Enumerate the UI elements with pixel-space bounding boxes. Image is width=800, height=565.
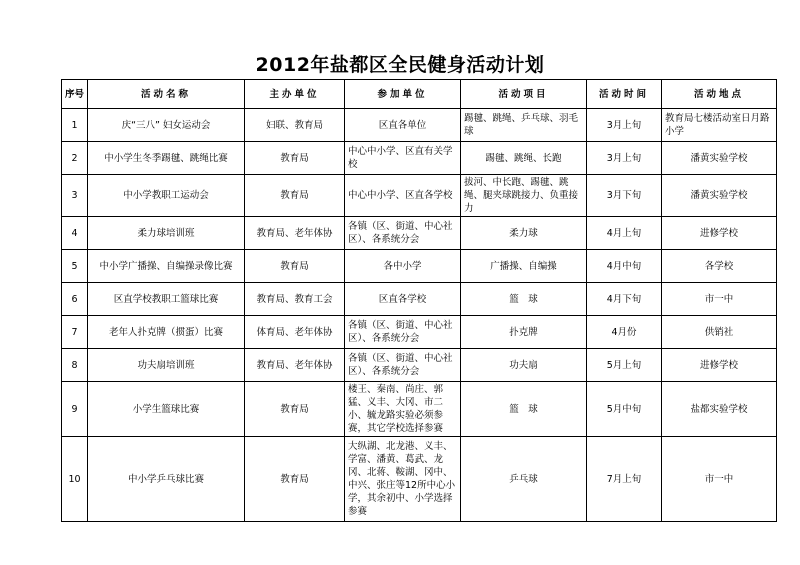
host-unit: 教育局	[245, 250, 345, 283]
table-row	[62, 349, 777, 382]
row-number: 4	[62, 217, 88, 250]
participant-units: 各镇（区、街道、中心社区）、各系统分会	[345, 217, 461, 250]
host-unit: 教育局	[245, 175, 345, 217]
participant-units: 区直各单位	[345, 109, 461, 142]
row-number: 10	[62, 437, 88, 522]
activity-time: 3月下旬	[587, 175, 662, 217]
row-number: 3	[62, 175, 88, 217]
activity-items: 柔力球	[461, 217, 587, 250]
activity-location: 供销社	[662, 316, 777, 349]
row-number: 5	[62, 250, 88, 283]
table-row	[62, 250, 777, 283]
row-number: 7	[62, 316, 88, 349]
host-unit: 教育局	[245, 437, 345, 522]
activity-plan-table	[61, 79, 777, 522]
participant-units: 各中小学	[345, 250, 461, 283]
activity-name: 中小学广播操、自编操录像比赛	[88, 250, 245, 283]
participant-units: 中心中小学、区直各学校	[345, 175, 461, 217]
table-row	[62, 283, 777, 316]
host-unit: 教育局、教育工会	[245, 283, 345, 316]
activity-time: 4月下旬	[587, 283, 662, 316]
header-time: 活动时间	[587, 80, 662, 109]
host-unit: 教育局	[245, 382, 345, 437]
activity-items: 广播操、自编操	[461, 250, 587, 283]
row-number: 6	[62, 283, 88, 316]
activity-time: 4月中旬	[587, 250, 662, 283]
activity-location: 盐都实验学校	[662, 382, 777, 437]
activity-name: 区直学校教职工篮球比赛	[88, 283, 245, 316]
activity-items: 拔河、中长跑、踢毽、跳绳、腿夹球跳接力、负重接力	[461, 175, 587, 217]
activity-name: 庆“三八” 妇女运动会	[88, 109, 245, 142]
activity-items: 功夫扇	[461, 349, 587, 382]
host-unit: 教育局	[245, 142, 345, 175]
activity-location: 潘黄实验学校	[662, 175, 777, 217]
host-unit: 体育局、老年体协	[245, 316, 345, 349]
activity-location: 市一中	[662, 283, 777, 316]
activity-items: 乒乓球	[461, 437, 587, 522]
table-row	[62, 142, 777, 175]
participant-units: 楼王、秦南、尚庄、郭猛、义丰、大冈、市二小、毓龙路实验必须参赛，其它学校选择参赛	[345, 382, 461, 437]
table-row	[62, 437, 777, 522]
activity-location: 市一中	[662, 437, 777, 522]
table-row	[62, 217, 777, 250]
table-row	[62, 316, 777, 349]
activity-items: 篮 球	[461, 382, 587, 437]
table-row	[62, 109, 777, 142]
activity-time: 4月份	[587, 316, 662, 349]
participant-units: 大纵湖、北龙港、义丰、学富、潘黄、葛武、龙冈、北蒋、鞍湖、冈中、中兴、张庄等12所中心小学，其余初中、小学选择参赛	[345, 437, 461, 522]
header-location: 活动地点	[662, 80, 777, 109]
host-unit: 妇联、教育局	[245, 109, 345, 142]
activity-location: 各学校	[662, 250, 777, 283]
activity-location: 进修学校	[662, 349, 777, 382]
activity-items: 扑克牌	[461, 316, 587, 349]
activity-location: 潘黄实验学校	[662, 142, 777, 175]
row-number: 9	[62, 382, 88, 437]
activity-time: 4月上旬	[587, 217, 662, 250]
activity-time: 5月中旬	[587, 382, 662, 437]
header-items: 活动项目	[461, 80, 587, 109]
table-row	[62, 382, 777, 437]
activity-name: 中小学乒乓球比赛	[88, 437, 245, 522]
row-number: 1	[62, 109, 88, 142]
host-unit: 教育局、老年体协	[245, 217, 345, 250]
header-host: 主办单位	[245, 80, 345, 109]
activity-items: 篮 球	[461, 283, 587, 316]
host-unit: 教育局、老年体协	[245, 349, 345, 382]
participant-units: 中心中小学、区直有关学校	[345, 142, 461, 175]
header-index: 序号	[62, 80, 88, 109]
activity-name: 老年人扑克牌（掼蛋）比赛	[88, 316, 245, 349]
activity-location: 教育局七楼活动室日月路小学	[662, 109, 777, 142]
activity-time: 5月上旬	[587, 349, 662, 382]
activity-time: 7月上旬	[587, 437, 662, 522]
row-number: 8	[62, 349, 88, 382]
table-header-row	[62, 80, 777, 109]
activity-items: 踢毽、跳绳、乒乓球、羽毛球	[461, 109, 587, 142]
row-number: 2	[62, 142, 88, 175]
participant-units: 区直各学校	[345, 283, 461, 316]
activity-time: 3月上旬	[587, 142, 662, 175]
table-row	[62, 175, 777, 217]
activity-name: 中小学生冬季踢毽、跳绳比赛	[88, 142, 245, 175]
activity-name: 小学生篮球比赛	[88, 382, 245, 437]
activity-name: 功夫扇培训班	[88, 349, 245, 382]
participant-units: 各镇（区、街道、中心社区）、各系统分会	[345, 349, 461, 382]
header-participants: 参加单位	[345, 80, 461, 109]
activity-items: 踢毽、跳绳、长跑	[461, 142, 587, 175]
activity-name: 柔力球培训班	[88, 217, 245, 250]
activity-time: 3月上旬	[587, 109, 662, 142]
participant-units: 各镇（区、街道、中心社区）、各系统分会	[345, 316, 461, 349]
header-name: 活动名称	[88, 80, 245, 109]
page-title: 2012年盐都区全民健身活动计划	[255, 54, 545, 76]
activity-name: 中小学教职工运动会	[88, 175, 245, 217]
activity-location: 进修学校	[662, 217, 777, 250]
